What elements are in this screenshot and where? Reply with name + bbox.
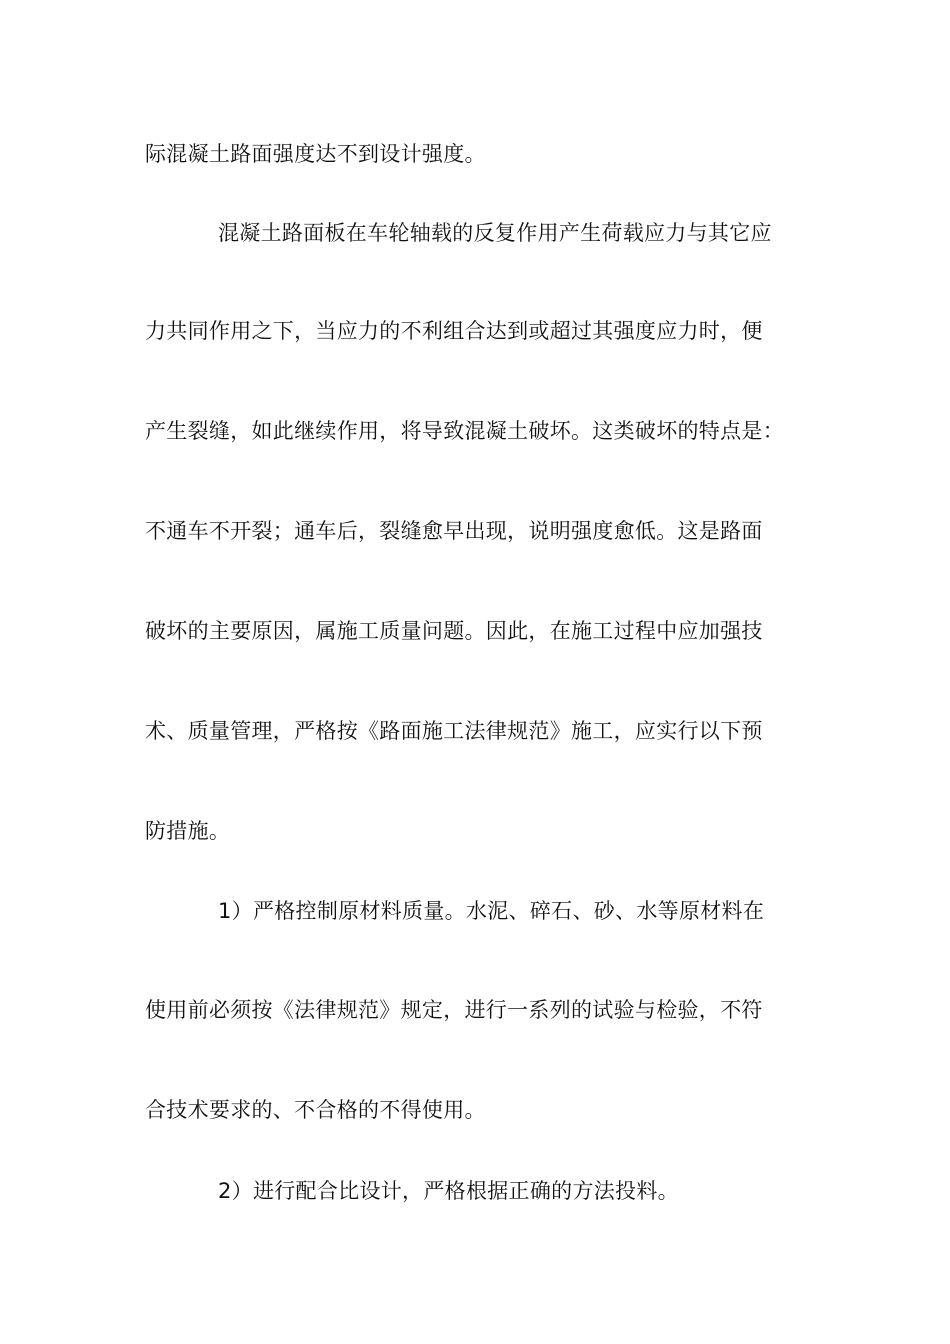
text-line-3: 力共同作用之下，当应力的不利组合达到或超过其强度应力时，便 xyxy=(145,319,763,343)
text-line-6: 破坏的主要原因，属施工质量问题。因此，在施工过程中应加强技 xyxy=(145,619,763,643)
text-line-8: 防措施。 xyxy=(145,819,231,843)
list-item-2-line: 2）进行配合比设计，严格根据正确的方法投料。 xyxy=(218,1179,679,1203)
text-line-1: 际混凝土路面强度达不到设计强度。 xyxy=(145,142,486,166)
list-item-1-start-line: 1）严格控制原材料质量。水泥、碎石、砂、水等原材料在 xyxy=(218,899,765,923)
text-line-5: 不通车不开裂；通车后，裂缝愈早出现，说明强度愈低。这是路面 xyxy=(145,519,763,543)
paragraph-start-line: 混凝土路面板在车轮轴载的反复作用产生荷载应力与其它应 xyxy=(218,221,772,245)
text-line-7: 术、质量管理，严格按《路面施工法律规范》施工，应实行以下预 xyxy=(145,719,763,743)
list-item-1-line-2: 使用前必须按《法律规范》规定，进行一系列的试验与检验，不符 xyxy=(145,998,763,1022)
list-item-1-line-3: 合技术要求的、不合格的不得使用。 xyxy=(145,1098,486,1122)
text-line-4: 产生裂缝，如此继续作用，将导致混凝土破坏。这类破坏的特点是： xyxy=(145,419,784,443)
